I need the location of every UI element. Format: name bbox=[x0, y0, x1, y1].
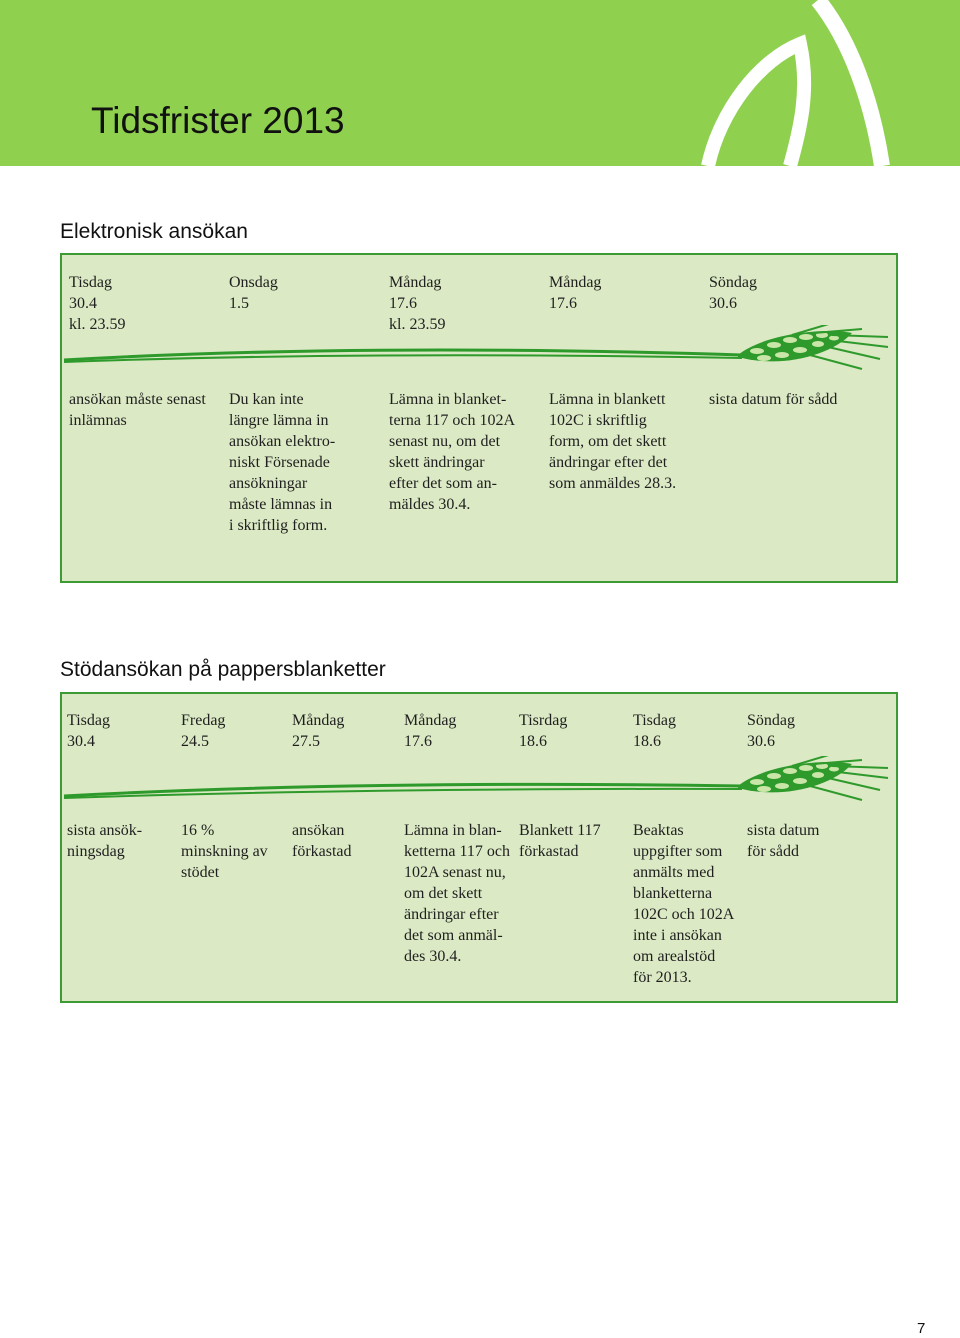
deadline-date: Tisrdag 18.6 bbox=[519, 712, 568, 750]
deadline-column bbox=[404, 710, 456, 752]
page-title: Tidsfrister 2013 bbox=[91, 100, 345, 141]
description-text: Lämna in blan- ketterna 117 och 102A senast nu, om det skett ändringar efter det som anmäl- des 30.4. bbox=[404, 822, 511, 965]
header-banner bbox=[0, 0, 960, 166]
deadline-date: Söndag 30.6 bbox=[747, 712, 795, 750]
deadline-description bbox=[519, 820, 601, 862]
deadline-date: Fredag 24.5 bbox=[181, 712, 226, 750]
deadline-column bbox=[709, 272, 757, 314]
description-text: Du kan inte längre lämna in ansökan elektro- niskt Försenade ansökningar måste lämnas in i skriftlig form. bbox=[229, 391, 336, 534]
wheat-ear-icon bbox=[738, 325, 888, 369]
deadline-description bbox=[181, 820, 268, 883]
deadline-column bbox=[181, 710, 225, 752]
deadline-description bbox=[67, 820, 142, 862]
deadline-column bbox=[747, 710, 795, 752]
description-text: Beaktas uppgifter som anmälts med blanketterna 102C och 102A inte i ansökan om arealstöd för 2013. bbox=[633, 822, 735, 986]
deadline-description bbox=[549, 389, 676, 494]
wheat-timeline bbox=[62, 756, 896, 826]
page-number: 7 bbox=[917, 1320, 926, 1337]
deadline-date: Måndag 17.6 bbox=[549, 274, 602, 312]
deadline-date: Tisdag 30.4 bbox=[67, 712, 110, 750]
deadline-date: Måndag 17.6 bbox=[404, 712, 457, 750]
description-text: sista ansök- ningsdag bbox=[67, 822, 143, 860]
deadline-date: Måndag 17.6 kl. 23.59 bbox=[389, 274, 446, 333]
description-text: ansökan måste senast inlämnas bbox=[69, 391, 206, 429]
description-text: sista datum för sådd bbox=[747, 822, 820, 860]
deadline-date: Söndag 30.6 bbox=[709, 274, 757, 312]
deadline-description bbox=[404, 820, 510, 967]
description-text: sista datum för sådd bbox=[709, 391, 838, 408]
deadline-date: Tisdag 18.6 bbox=[633, 712, 676, 750]
panel-paper bbox=[60, 692, 898, 1003]
wheat-timeline bbox=[62, 325, 896, 395]
deadline-description bbox=[69, 389, 206, 431]
panel-electronic bbox=[60, 253, 898, 583]
deadline-column bbox=[67, 710, 110, 752]
deadline-column bbox=[229, 272, 278, 314]
section-heading-electronic: Elektronisk ansökan bbox=[60, 220, 248, 243]
deadline-description bbox=[229, 389, 335, 536]
deadline-description bbox=[389, 389, 515, 515]
deadline-column bbox=[633, 710, 676, 752]
section-heading-paper: Stödansökan på pappersblanketter bbox=[60, 658, 386, 681]
description-text: 16 % minskning av stödet bbox=[181, 822, 268, 881]
deadline-column bbox=[519, 710, 567, 752]
deadline-date: Tisdag 30.4 kl. 23.59 bbox=[69, 274, 126, 333]
deadline-description bbox=[633, 820, 734, 988]
deadline-description bbox=[747, 820, 819, 862]
wheat-ear-icon bbox=[738, 756, 888, 800]
deadline-date: Onsdag 1.5 bbox=[229, 274, 278, 312]
deadline-date: Måndag 27.5 bbox=[292, 712, 345, 750]
deadline-column bbox=[549, 272, 601, 314]
deadline-description bbox=[292, 820, 352, 862]
deadline-description bbox=[709, 389, 837, 410]
description-text: ansökan förkastad bbox=[292, 822, 352, 860]
description-text: Lämna in blankett 102C i skriftlig form, om det skett ändringar efter det som anmäldes 28.3. bbox=[549, 391, 677, 492]
deadline-column bbox=[292, 710, 344, 752]
description-text: Lämna in blanket- terna 117 och 102A senast nu, om det skett ändringar efter det som an- mäldes 30.4. bbox=[389, 391, 516, 513]
description-text: Blankett 117 förkastad bbox=[519, 822, 601, 860]
